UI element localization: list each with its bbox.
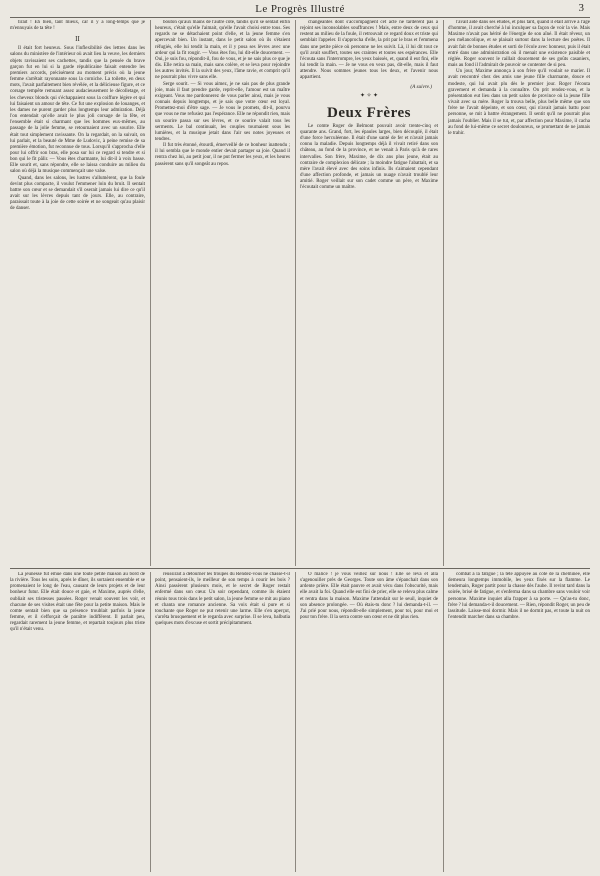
column-paragraph: Quand, dans les salons, les lustres s'allumèrent, que la foule devint plus compacte, il voulut l'emmener loin du bruit. Il sentait battre son cœur et se demandait s'il oserait jamais lui dire ce qu'il avait sur les lèvres depuis tant de jours. Elle, au contraire, paraissait toute à la joie de cette soirée et ne songeait qu'au plaisir de danser. <box>10 175 145 212</box>
column-paragraph: l'avait aidé dans ses études, et plus tard, quand il était arrivé à l'âge d'homme, il avait cherché à lui inculquer sa façon de voir la vie. Mais Maxime n'avait pas hérité de l'énergie de son aîné. Il était rêveur, un peu mélancolique, et se plaisait surtout dans la lecture des poètes. Il avait fait de bonnes études et sorti de l'école avec honneur, puis il était entré dans une administration où il menait une existence paisible et réglée. Roger souvent le raillait doucement de ses goûts casaniers, mais au fond il l'admirait de pouvoir se contenter de si peu. <box>448 20 590 69</box>
column-divider <box>150 20 151 566</box>
column-divider <box>295 572 296 872</box>
lower-column-1 <box>10 572 145 874</box>
column-divider <box>295 20 296 566</box>
column-paragraph: Il était fort heureux. Sous l'inflexibilité des lettres dans les salons du ministère de l'intérieur où avait lieu la veuve, les derniers objets ravissaient ses cachettes, tandis que la pensée du brave garçon fut en lui si la garde républicaine faisait entendre les premiers accords, précisément au moment précis où la jeune femme s'arrêtait rayonnante sous la corniche. La toilette, en deux mots, l'avait parfaitement bien révélée, et la délicieuse figure, et ce corsage tempête remuant assez audacieusement le décolletage, et les cheveux blonds qui s'échappaient sous la coiffure légère et qui lui faisaient un amour de tête. Ce fut une explosion de louanges, et les dames ne purent garder plus longtemps leur admiration. Déjà l'on entendait qu'elle avait le plus joli corsage de la fête, et l'ensemble était si charmant que les hommes eux-mêmes, au passage de la jolie femme, se retournaient avec un sourire. Elle était tout simplement ravissante. On la regardait, on la suivait, on lui parlait, et la beauté de Mme de Ludovic, à peine remise de sa première émotion, fut reconnue de tous. Lorsqu'il s'approcha d'elle pour lui offrir son bras, elle posa sur lui ce regard si tendre et si bon qui le fit pâlir. — Vous êtes charmante, lui dit-il à voix basse. Elle sourit et, sans répondre, elle se laissa conduire au milieu du salon où déjà la musique commençait une valse. <box>10 46 145 175</box>
column-paragraph: O malice ! je vous veillez sur nous ! Elle se leva et alla s'agenouiller près de Georges. Toute son âme s'épanchait dans son ardente prière. Elle était pauvre et avait vécu dans l'obscurité, mais elle avait la foi. Quand elle eut fini de prier, elle se releva plus calme et rentra dans la maison. Maxime l'attendait sur le seuil, inquiet de son absence prolongée. — Où étais-tu donc ? lui demanda-t-il. — J'ai prié pour nous, répondit-elle simplement, pour toi, pour moi et pour ton frère. Il la serra contre son cœur et ne dit plus rien. <box>300 572 438 621</box>
upper-column-3 <box>300 20 438 568</box>
column-paragraph: bouton qu'aux mains de l'autre côté, tandis qu'il se sentait enfin heureux, c'était qu'elle l'aimait, qu'elle l'avait choisi entre tous. Ses regards ne se détachaient point d'elle, et la jeune femme s'en apercevait bien. Un instant, dans le petit salon où ils s'étaient réfugiés, elle lui tendit la main, et il y posa ses lèvres avec une ardeur qui la fit rougir. — Vous êtes fou, lui dit-elle doucement. — Oui, je suis fou, répondit-il, fou de vous, et je ne sais plus ce que je dis. Elle retira sa main, mais sans colère, et se leva pour rejoindre les autres invités. Il la suivit des yeux, l'âme ravie, et comprit qu'il ne pourrait plus vivre sans elle. <box>155 20 290 81</box>
column-paragraph: Il fut très étonné, étourdi, émerveillé de ce bonheur inattendu ; il lui sembla que le monde entier devait partager sa joie. Quand il rentra chez lui, au petit jour, il ne put fermer les yeux, et les heures passèrent sans qu'il songeât au repos. <box>155 143 290 167</box>
lower-column-4 <box>448 572 590 874</box>
lower-column-3 <box>300 572 438 874</box>
page-number: 3 <box>578 2 584 14</box>
column-paragraph: Serge sourit. — Si vous aimez, je ne sais pas de plus grande joie, mais il faut prendre garde, reprit-elle, l'amour est un maître exigeant. Vous me pardonnerez de vous parler ainsi, mais je vous connais depuis longtemps, et je sais que votre cœur est loyal. Promettez-moi d'être sage. — Je vous le promets, dit-il, pourvu que vous ne me refusiez pas l'espérance. Elle ne répondit rien, mais un sourire passa sur ses lèvres, et ce sourire valait tous les serments. Le bal continuait, les couples tournaient sous les lumières, et la musique jetait dans l'air ses notes joyeuses et tendres. <box>155 81 290 142</box>
chapter-number: II <box>75 35 80 44</box>
lower-column-2 <box>155 572 290 874</box>
column-paragraph: réussirait à détourner les troupes du Rendez-vous ne chasse-t-il point, pensaient-ils, le meilleur de son temps à courir les bois ? Ainsi passèrent plusieurs mois, et le secret de Roger restait enfermé dans son cœur. Un soir cependant, comme ils étaient réunis tous trois dans le petit salon, la jeune femme se mit au piano et chanta une romance ancienne. Sa voix était si pure et si touchante que Roger ne put retenir une larme. Elle s'en aperçut, s'arrêta brusquement et le regarda avec surprise. Il se leva, balbutia quelques mots d'excuse et sortit précipitamment. <box>155 572 290 627</box>
column-paragraph: Le comte Roger de Belmont pouvait avoir trente-cinq et quarante ans. Grand, fort, les épaules larges, bien découplé, il était d'une force herculéenne. Il était d'une santé de fer et n'avait jamais connu la maladie. Depuis longtemps déjà il vivait retiré dans son château, au fond de la province, et ne venait à Paris qu'à de rares intervalles. Son frère, Maxime, de dix ans plus jeune, était au contraire de complexion délicate ; la moindre fatigue l'abattait, et sa mère l'avait élevé avec des soins infinis. Ils s'aimaient cependant d'une affection profonde, et jamais un nuage n'avait troublé leur amitié. Roger veillait sur son cadet comme un père, et Maxime l'écoutait comme un maître. <box>300 123 438 191</box>
column-paragraph: La jeunesse fut émue dans une toute petite maison au bord de la rivière. Tous les soirs, après le dîner, ils sortaient ensemble et se promenaient le long de l'eau, causant de leurs projets et de leur bonheur futur. Elle était douce et gaie, et Maxime, auprès d'elle, oubliait ses tristesses passées. Roger venait souvent les voir, et chacune de ses visites était une fête pour la petite maison. Mais le comte sentait bien que sa présence troublait parfois la jeune femme, et il s'efforçait de paraître indifférent. Il parlait peu, regardait rarement la jeune femme, et repartait toujours plus triste qu'il n'était venu. <box>10 572 145 633</box>
column-paragraph: changeantes dont s'accompagnent cet acte ne tardèrent pas à rejoint ses inconsolables souffrances ! Mais, entre deux de ceux qui restent au milieu de la foule, il retrouvait ce regard doux et triste qui semblait l'appeler. Il s'approcha d'elle, la prit par le bras et l'emmena dans une petite pièce où personne ne les suivit. Là, il lui dit tout ce qu'il avait souffert, toutes ses craintes et toutes ses espérances. Elle l'écouta sans l'interrompre, les yeux baissés, et, quand il eut fini, elle lui tendit la main. — Je ne vous en veux pas, dit-elle, mais il faut attendre. Nous sommes jeunes tous les deux, et l'avenir nous appartient. <box>300 20 438 81</box>
section-rule <box>10 568 590 569</box>
page-header <box>10 2 590 16</box>
column-opening: tirait ! Eh bien, tant mieux, car il y a long-temps que je m'ennuyais de ta tête ! <box>10 20 145 32</box>
running-title: Le Progrès Illustré <box>255 3 345 15</box>
section-ornament: ✦ ✧ ✦ <box>359 92 379 99</box>
to-be-continued: (A suivre.) <box>410 83 432 90</box>
column-divider <box>443 20 444 566</box>
column-divider <box>150 572 151 872</box>
upper-column-2 <box>155 20 290 568</box>
column-divider <box>443 572 444 872</box>
column-paragraph: Un jour, Maxime annonça à son frère qu'il voulait se marier. Il avait rencontré chez des amis une jeune fille charmante, douce et modeste, qui lui avait plu dès le premier jour. Roger l'écouta gravement et demanda à la connaître. On prit rendez-vous, et la présentation eut lieu dans un petit salon de province où la jeune fille vivait avec sa mère. Roger la trouva belle, plus belle même que son frère ne l'avait dépeinte, et son cœur, qui n'avait jamais battu pour personne, se mit à battre étrangement. Il sentit qu'il ne pourrait plus jamais l'oublier. Mais il se tut, et, par affection pour Maxime, il cacha au fond de lui-même ce secret douloureux, se promettant de ne jamais le trahir. <box>448 69 590 136</box>
column-paragraph: combat à la fatigue ; la tête appuyée au coté de la cheminée, elle demeura longtemps immobile, les yeux fixés sur la flamme. Le lendemain, Roger partit pour la chasse dès l'aube. Il revint tard dans la soirée, brisé de fatigue, et s'enferma dans sa chambre sans vouloir voir personne. Maxime inquiet alla frapper à sa porte. — Qu'as-tu donc, frère ? lui demanda-t-il doucement. — Rien, répondit Roger, un peu de lassitude. Laisse-moi dormir. Mais il ne dormit pas, et toute la nuit on l'entendit marcher dans sa chambre. <box>448 572 590 621</box>
upper-column-1 <box>10 20 145 568</box>
story-title: Deux Frères <box>327 104 411 121</box>
upper-column-4 <box>448 20 590 568</box>
header-rule <box>10 17 590 18</box>
